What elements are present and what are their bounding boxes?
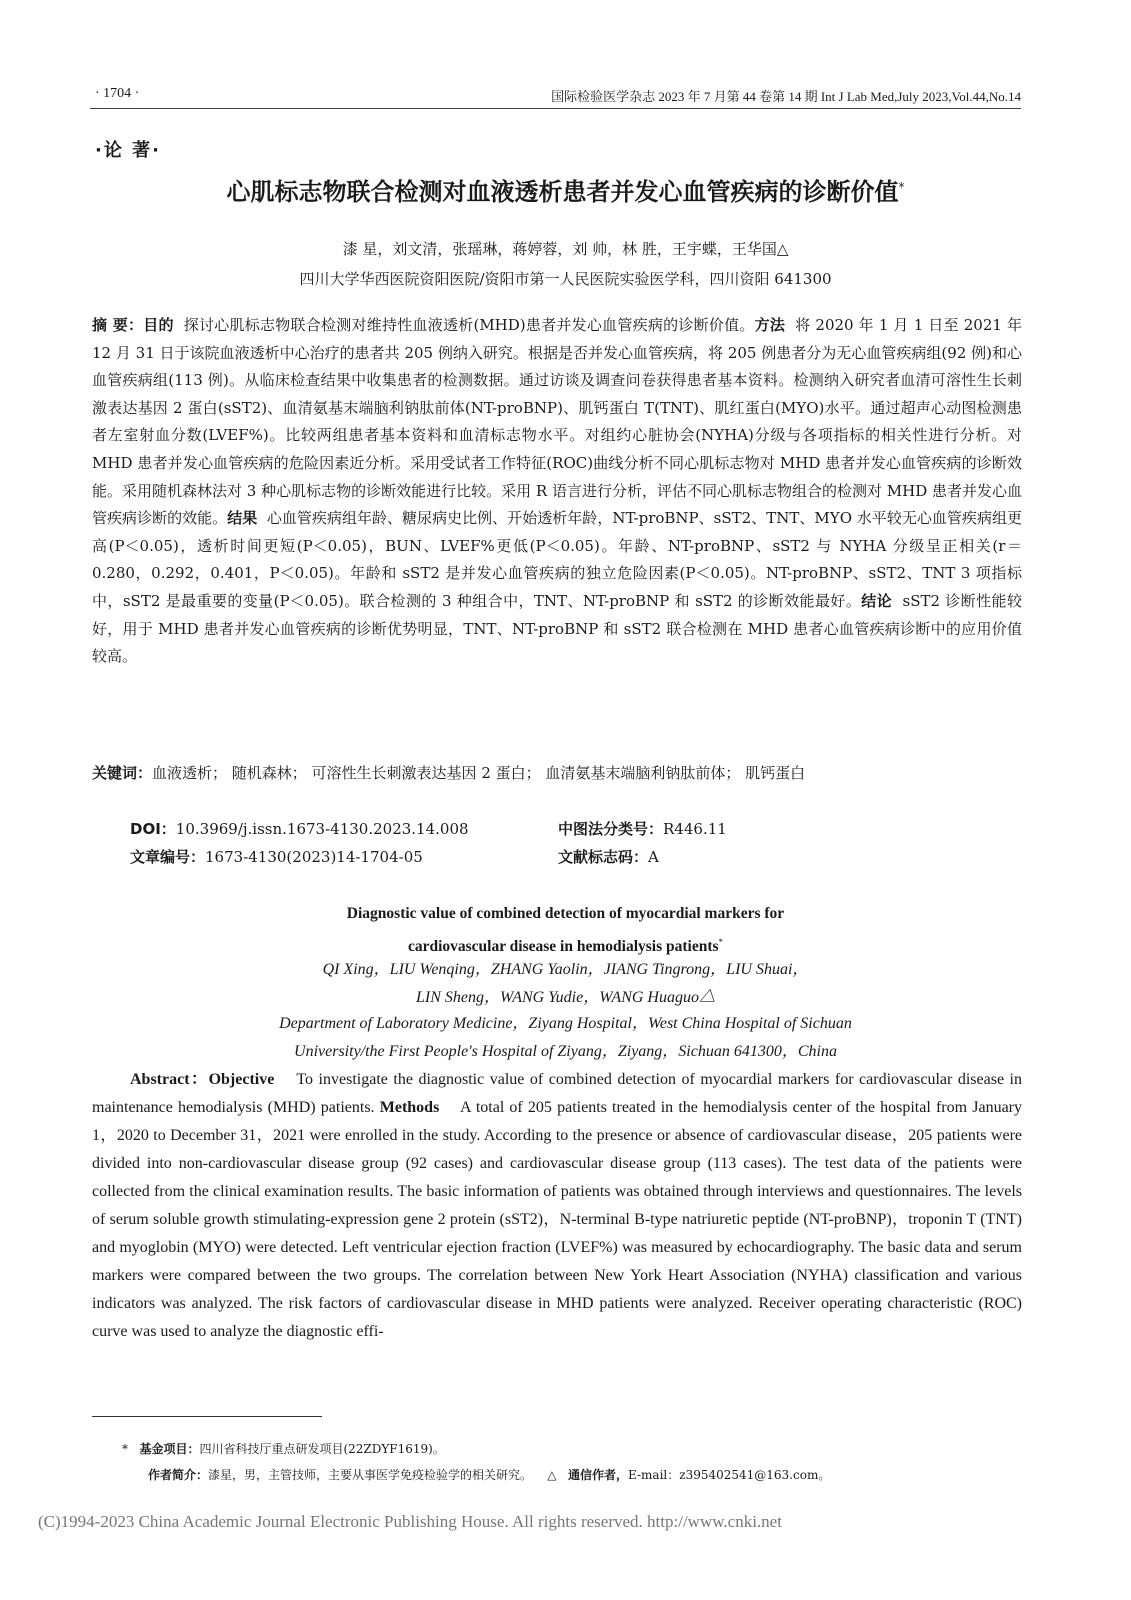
clc-label: 中图法分类号：	[558, 820, 664, 838]
affiliation: 四川大学华西医院资阳医院/资阳市第一人民医院实验医学科，四川资阳 641300	[299, 270, 832, 288]
objective-text: 探讨心肌标志物联合检测对维持性血液透析(MHD)患者并发心血管疾病的诊断价值。	[183, 316, 755, 334]
corr-mark: △	[547, 1468, 557, 1482]
objective-label: 目的	[143, 316, 174, 334]
fund-star: *	[122, 1442, 128, 1456]
conclusion-text: sST2 诊断性能较好，用于 MHD 患者并发心血管疾病的诊断优势明显，TNT、NT-proBNP 和 sST2 联合检测在 MHD 患者心血管疾病诊断中的应用价值较高。	[92, 591, 1022, 666]
keywords-text: 血液透析； 随机森林； 可溶性生长刺激表达基因 2 蛋白； 血清氨基末端脑利钠肽前体； 肌钙蛋白	[152, 764, 806, 782]
english-affiliation	[0, 1010, 1131, 1066]
abstract-label: 摘 要：	[92, 316, 144, 334]
english-authors	[0, 956, 1131, 1012]
author-bio-footnote	[148, 1466, 830, 1483]
page-number: · 1704 ·	[95, 86, 140, 101]
fund-footnote	[122, 1440, 445, 1457]
bio-label: 作者简介：	[148, 1468, 209, 1482]
english-authors-line-1: QI Xing，LIU Wenqing，ZHANG Yaolin，JIANG Tingrong，LIU Shuai，	[322, 961, 809, 978]
english-authors-line-2: LIN Sheng，WANG Yudie，WANG Huaguo△	[416, 989, 715, 1006]
clc-value: R446.11	[663, 820, 727, 838]
results-label: 结果	[227, 509, 258, 528]
english-objective-text: To investigate the diagnostic value of combined detection of myocardial markers for cardiovascular disease in maintenance hemodialysis (MHD) patients.	[92, 1071, 1022, 1116]
methods-label: 方法	[754, 316, 786, 334]
bio-text: 漆星，男，主管技师，主要从事医学免疫检验学的相关研究。	[208, 1468, 533, 1482]
english-methods-text: A total of 205 patients treated in the hemodialysis center of the hospital from January 1，2020 to December 31，2021 were enrolled in the study. According to the presence or absence of cardiovascular disease，205 patients were divided into non-cardiovascular disease group (92 cases) and cardiovascular disease group (113 cases). The test data of the patients were collected from the clinical examination results. The basic information of patients was obtained through interviews and questionnaires. The levels of serum soluble growth stimulating-expression gene 2 protein (sST2)，N-terminal B-type natriuretic peptide (NT-proBNP)，troponin T (TNT) and myoglobin (MYO) were detected. Left ventricular ejection fraction (LVEF%) was measured by echocardiography. The basic data and serum markers were compared between the two groups. The correlation between New York Heart Association (NYHA) classification and various indicators was analyzed. The risk factors of cardiovascular disease in MHD patients were analyzed. Receiver operating characteristic (ROC) curve was used to analyze the diagnostic effi-	[92, 1099, 1022, 1340]
journal-header: 国际检验医学杂志 2023 年 7 月第 44 卷第 14 期 Int J Lab Med,July 2023,Vol.44,No.14	[551, 89, 1021, 104]
corr-text: E-mail：z395402541@163.com。	[628, 1468, 831, 1482]
fund-text: 四川省科技厅重点研发项目(22ZDYF1619)。	[199, 1442, 445, 1456]
english-title	[0, 900, 1131, 961]
doi-label: DOI：	[130, 820, 176, 838]
chinese-abstract	[92, 312, 1022, 756]
results-text: 心血管疾病组年龄、糖尿病史比例、开始透析年龄，NT-proBNP、sST2、TNT、MYO 水平较无心血管疾病组更高(P＜0.05)，透析时间更短(P＜0.05)，BUN、LVEF%更低(P＜0.05)。年龄、NT-proBNP、sST2 与 NYHA 分级呈正相关(r＝0.280，0.292，0.401，P＜0.05)。年龄和 sST2 是并发心血管疾病的独立危险因素(P＜0.05)。NT-proBNP、sST2、TNT 3 项指标中，sST2 是最重要的变量(P＜0.05)。联合检测的 3 种组合中，TNT、NT-proBNP 和 sST2 的诊断效能最好。	[92, 509, 1022, 610]
header-rule	[90, 108, 1021, 109]
english-title-line-1: Diagnostic value of combined detection of myocardial markers for	[346, 905, 785, 922]
author-list: 漆 星，刘文清，张瑶琳，蒋婷蓉，刘 帅，林 胜，王宇蝶，王华国△	[342, 240, 789, 258]
corr-label: 通信作者，	[567, 1468, 628, 1482]
title-footnote-mark: *	[898, 180, 905, 194]
english-affiliation-line-2: University/the First People's Hospital of Ziyang，Ziyang，Sichuan 641300，China	[294, 1043, 837, 1060]
english-title-footnote-mark: *	[718, 937, 724, 947]
methods-text: 将 2020 年 1 月 1 日至 2021 年 12 月 31 日于该院血液透析中心治疗的患者共 205 例纳入研究。根据是否并发心血管疾病，将 205 例患者分为无心血管疾病组(92 例)和心血管疾病组(113 例)。从临床检查结果中收集患者的检测数据。通过访谈及调查问卷获得患者基本资料。检测纳入研究者血清可溶性生长刺激表达基因 2 蛋白(sST2)、血清氨基末端脑利钠肽前体(NT-proBNP)、肌钙蛋白 T(TNT)、肌红蛋白(MYO)水平。通过超声心动图检测患者左室射血分数(LVEF%)。比较两组患者基本资料和血清标志物水平。对组约心脏协会(NYHA)分级与各项指标的相关性进行分析。对 MHD 患者并发心血管疾病的危险因素近分析。采用受试者工作特征(ROC)曲线分析不同心肌标志物对 MHD 患者并发心血管疾病的诊断效能。采用随机森林法对 3 种心肌标志物的诊断效能进行比较。采用 R 语言进行分析，评估不同心肌标志物组合的检测对 MHD 患者并发心血管疾病诊断的效能。	[92, 316, 1022, 528]
article-title	[0, 172, 1131, 207]
document-code-value: A	[648, 848, 659, 866]
doi-line	[130, 818, 469, 839]
clc-line	[558, 818, 727, 839]
english-methods-label: Methods	[379, 1099, 440, 1116]
english-affiliation-line-1: Department of Laboratory Medicine，Ziyang Hospital，West China Hospital of Sichuan	[279, 1015, 852, 1032]
keywords	[92, 760, 1022, 787]
copyright-watermark: (C)1994-2023 China Academic Journal Electronic Publishing House. All rights reserved. http://www.cnki.net	[38, 1512, 782, 1531]
document-code-line	[558, 846, 659, 867]
english-title-line-2-text: cardiovascular disease in hemodialysis patients	[407, 938, 719, 956]
article-number-line	[130, 846, 423, 867]
footnote-rule	[92, 1416, 322, 1417]
doi-value: 10.3969/j.issn.1673-4130.2023.14.008	[175, 820, 469, 838]
conclusion-label: 结论	[861, 591, 893, 610]
title-text: 心肌标志物联合检测对血液透析患者并发心血管疾病的诊断价值	[226, 178, 899, 206]
article-number-label: 文章编号：	[130, 848, 206, 866]
english-abstract-label: Abstract：Objective	[130, 1071, 275, 1088]
english-abstract	[92, 1066, 1022, 1402]
section-label: ·论 著·	[95, 140, 161, 161]
document-code-label: 文献标志码：	[558, 848, 649, 866]
keywords-label: 关键词：	[92, 764, 153, 782]
fund-label: 基金项目：	[139, 1442, 200, 1456]
article-number-value: 1673-4130(2023)14-1704-05	[205, 848, 423, 866]
